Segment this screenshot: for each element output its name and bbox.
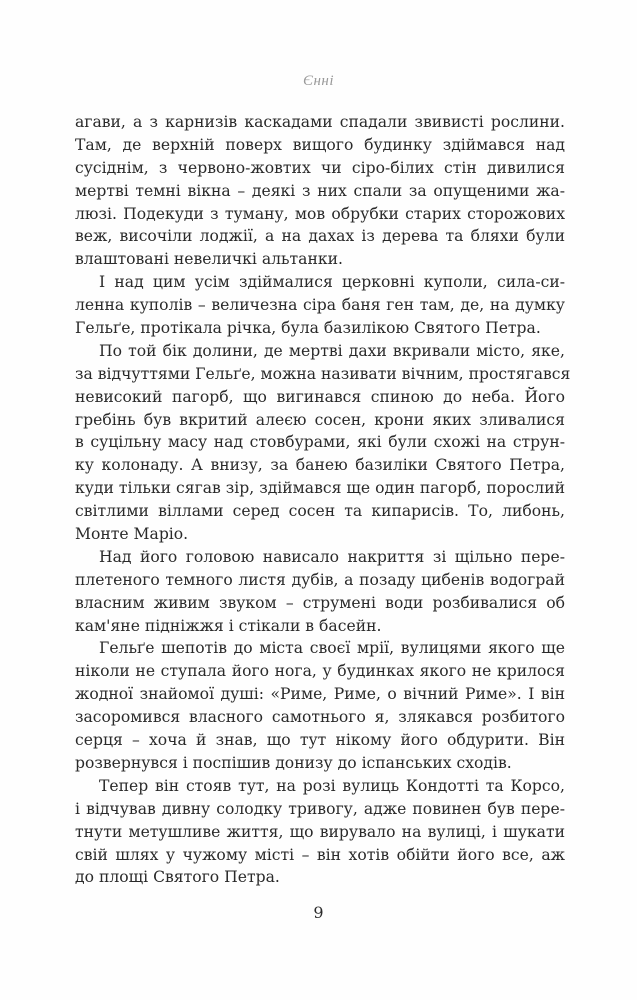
body-text [75,111,571,889]
text-line: невисокий пагорб, що вигинався спиною до неба. Його [75,387,565,406]
text-line: влаштовані невеличкі альтанки. [75,250,343,269]
text-line: власним живим звуком – струмені води розбивалися об [75,593,565,612]
text-line: і відчував дивну солодку тривогу, адже повинен був пере- [75,799,565,818]
text-line: І над цим усім здіймалися церковні куполи, сила-си- [99,273,565,292]
text-line: ленна куполів – величезна сіра баня ген там, де, на думку [75,296,565,315]
text-line: світлими віллами серед сосен та кипарисів. То, либонь, [75,502,565,521]
text-line: мертві темні вікна – деякі з них спали за опущеними жа- [75,181,565,200]
text-line: Монте Маріо. [75,525,189,544]
text-line: сусіднім, з червоно-жовтих чи сіро-білих стін дивилися [75,158,565,177]
text-line: ку колонаду. А внизу, за банею базиліки Святого Петра, [75,456,565,475]
text-line: кам'яне підніжжя і стікали в басейн. [75,616,382,635]
text-line: в суцільну масу над стовбурами, які були схожі на струн- [75,433,565,452]
text-line: агави, а з карнизів каскадами спадали звивисті рослини. [75,113,565,131]
text-line: жодної знайомої душі: «Риме, Риме, о вічний Риме». І він [75,685,565,704]
text-line: Над його головою нависало накриття зі щільно пере- [99,547,565,566]
text-line: до площі Святого Петра. [75,868,280,887]
text-line: Гельґе шепотів до міста своєї мрії, вулицями якого ще [99,639,565,658]
text-line: плетеного темного листя дубів, а позаду цибенів водограй [75,570,565,589]
text-line: По той бік долини, де мертві дахи вкривали місто, яке, [99,341,565,360]
text-line: куди тільки сягав зір, здіймався ще один пагорб, порослий [75,479,565,498]
page-number: 9 [313,903,324,922]
text-line: Там, де верхній поверх вищого будинку здіймався над [75,135,565,154]
text-line: Тепер він стояв тут, на розі вулиць Кондотті та Корсо, [99,776,565,795]
text-line: серця – хоча й знав, що тут нікому його обдурити. Він [75,731,565,750]
text-line: гребінь був вкритий алеєю сосен, крони яких зливалися [75,410,565,429]
text-line: розвернувся і поспішив донизу до іспанських сходів. [75,753,512,772]
text-line: Гельґе, протікала річка, була базилікою Святого Петра. [75,319,541,338]
text-line: тнути метушливе життя, що вирувало на вулиці, і шукати [75,822,565,841]
text-line: засоромився власного самотнього я, злякався розбитого [75,708,565,727]
text-line: веж, височіли лоджії, а на дахах із дерева та бляхи були [75,227,565,246]
text-line: люзі. Подекуди з туману, мов обрубки старих сторожових [75,204,565,223]
running-head: Єнні [302,73,335,89]
text-line: ніколи не ступала його нога, у будинках якого не крилося [75,662,565,681]
text-line: свій шлях у чужому місті – він хотів обійти його все, аж [75,845,565,864]
text-line: за відчуттями Гельґе, можна називати вічним, простягався [75,364,571,383]
